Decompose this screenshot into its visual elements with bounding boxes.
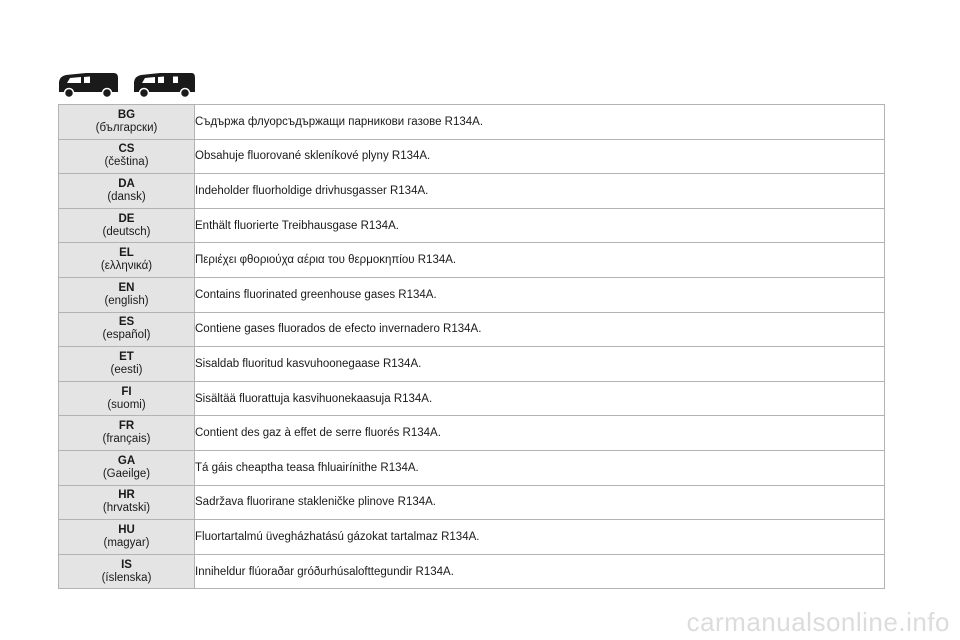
table-row: [59, 208, 885, 243]
language-cell: [59, 105, 195, 140]
table-row: [59, 450, 885, 485]
van-compact-icon: [56, 70, 120, 100]
language-name: (eesti): [110, 363, 143, 376]
table-row: [59, 520, 885, 555]
statement-text: Contient des gaz à effet de serre fluorés R134A.: [195, 416, 885, 451]
language-code: DA: [118, 177, 135, 190]
table-row: [59, 139, 885, 174]
table-row: [59, 554, 885, 589]
table-row: [59, 485, 885, 520]
language-cell: [59, 139, 195, 174]
language-cell: [59, 485, 195, 520]
language-name: (български): [95, 121, 158, 134]
language-code: FR: [118, 420, 135, 433]
language-name: (english): [104, 294, 149, 307]
table-row: [59, 312, 885, 347]
table-row: [59, 105, 885, 140]
language-code: ET: [119, 350, 134, 363]
language-cell: [59, 381, 195, 416]
language-code: ES: [118, 316, 135, 329]
language-name: (dansk): [107, 190, 146, 203]
van-long-icon: [132, 70, 196, 100]
language-name: (deutsch): [102, 225, 151, 238]
statement-text: Sadržava fluorirane stakleničke plinove R134A.: [195, 485, 885, 520]
language-cell: [59, 554, 195, 589]
language-code: DE: [118, 212, 135, 225]
language-name: (français): [102, 433, 151, 446]
language-name: (čeština): [104, 156, 149, 169]
statement-text: Contiene gases fluorados de efecto invernadero R134A.: [195, 312, 885, 347]
language-cell: [59, 243, 195, 278]
table-row: [59, 174, 885, 209]
language-name: (suomi): [107, 398, 146, 411]
language-code: EL: [119, 247, 134, 260]
language-code: FI: [121, 385, 132, 398]
language-cell: [59, 416, 195, 451]
statement-text: Enthält fluorierte Treibhausgase R134A.: [195, 208, 885, 243]
table-row: [59, 416, 885, 451]
statement-text: Съдържа флуорсъдържащи парникови газове R134A.: [195, 105, 885, 140]
language-cell: [59, 277, 195, 312]
table-row: [59, 381, 885, 416]
language-cell: [59, 174, 195, 209]
statement-text: Tá gáis cheaptha teasa fhluairínithe R134A.: [195, 450, 885, 485]
statement-text: Contains fluorinated greenhouse gases R134A.: [195, 277, 885, 312]
language-name: (hrvatski): [102, 502, 151, 515]
statement-text: Fluortartalmú üvegházhatású gázokat tartalmaz R134A.: [195, 520, 885, 555]
language-cell: [59, 520, 195, 555]
language-code: HU: [118, 523, 135, 536]
statement-text: Sisältää fluorattuja kasvihuonekaasuja R134A.: [195, 381, 885, 416]
statement-text: Sisaldab fluoritud kasvuhoonegaase R134A.: [195, 347, 885, 382]
statement-text: Obsahuje fluorované skleníkové plyny R134A.: [195, 139, 885, 174]
table-row: [59, 347, 885, 382]
language-name: (Gaeilge): [102, 467, 151, 480]
statement-text: Περιέχει φθοριούχα αέρια του θερμοκηπίου R134A.: [195, 243, 885, 278]
language-cell: [59, 312, 195, 347]
language-code: GA: [117, 454, 136, 467]
language-cell: [59, 347, 195, 382]
language-name: (ελληνικά): [100, 260, 153, 273]
language-name: (magyar): [103, 536, 150, 549]
language-cell: [59, 450, 195, 485]
language-code: EN: [118, 281, 135, 294]
table-row: [59, 277, 885, 312]
language-code: HR: [118, 489, 135, 502]
watermark: carmanualsonline.info: [686, 607, 950, 637]
language-code: CS: [118, 143, 135, 156]
language-code: BG: [117, 108, 136, 121]
table-row: [59, 243, 885, 278]
language-code: IS: [121, 558, 132, 571]
language-name: (español): [102, 329, 151, 342]
language-cell: [59, 208, 195, 243]
refrigerant-language-table: [58, 104, 885, 589]
statement-text: Indeholder fluorholdige drivhusgasser R134A.: [195, 174, 885, 209]
language-name: (íslenska): [101, 571, 152, 584]
vehicle-icons: [56, 70, 196, 100]
statement-text: Inniheldur flúoraðar gróðurhúsalofttegundir R134A.: [195, 554, 885, 589]
